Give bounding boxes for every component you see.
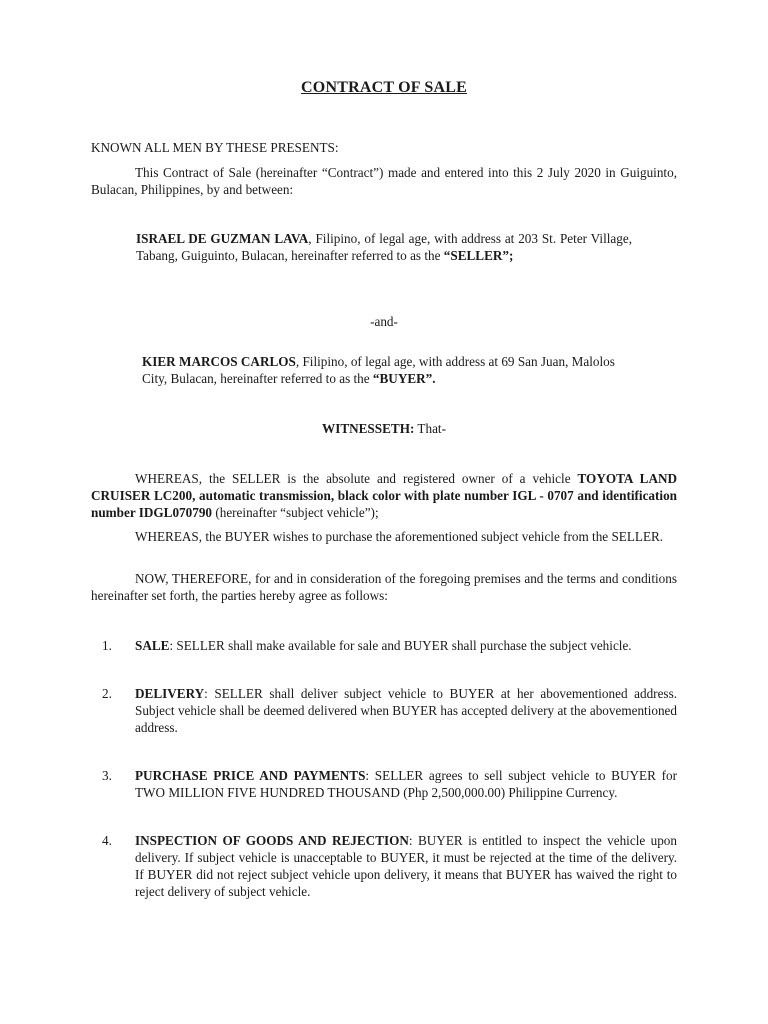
witnesseth-rest: That- (414, 421, 446, 436)
item-heading: INSPECTION OF GOODS AND REJECTION (135, 833, 409, 848)
item-text: : BUYER is entitled to inspect the vehicle upon delivery. If subject vehicle is unacceptable to BUYER, it must be rejected at the time of the delivery. If BUYER did not reject subject vehicle upon delivery, it means that BUYER has waived the right to reject delivery of subject vehicle. (135, 833, 677, 899)
witnesseth-line (0, 420, 768, 437)
buyer-name: KIER MARCOS CARLOS (142, 354, 296, 369)
item-number: 3. (102, 768, 112, 783)
item-purchase-price (135, 767, 677, 801)
and-separator: -and- (370, 314, 398, 329)
document-title: CONTRACT OF SALE (301, 79, 467, 96)
item-heading: PURCHASE PRICE AND PAYMENTS (135, 768, 366, 783)
known-all-men: KNOWN ALL MEN BY THESE PRESENTS: (91, 140, 339, 155)
item-heading: SALE (135, 638, 170, 653)
seller-role: “SELLER”; (443, 248, 514, 263)
item-text: : SELLER shall make available for sale and BUYER shall purchase the subject vehicle. (169, 638, 632, 653)
item-number: 4. (102, 833, 112, 848)
item-number: 2. (102, 686, 112, 701)
vehicle-description: TOYOTA LAND CRUISER LC200, automatic transmission, black color with plate number IGL - 0707 and identification number IDGL070790 (91, 471, 678, 520)
item-text: : SELLER agrees to sell subject vehicle to BUYER for TWO MILLION FIVE HUNDRED THOUSAND (Php 2,500,000.00) Philippine Currency. (135, 768, 677, 800)
item-heading: DELIVERY (135, 686, 205, 701)
seller-description: , Filipino, of legal age, with address at 203 St. Peter Village, Tabang, Guiguinto, Bulacan, hereinafter referred to as the (136, 231, 633, 263)
buyer-paragraph (142, 353, 642, 387)
whereas-owner-lead: WHEREAS, the SELLER is the absolute and registered owner of a vehicle (135, 471, 578, 486)
witnesseth-label: WITNESSETH: (322, 421, 415, 436)
seller-paragraph (136, 230, 632, 264)
whereas-owner-tail: (hereinafter “subject vehicle”); (212, 505, 379, 520)
item-delivery (135, 685, 677, 736)
item-text: : SELLER shall deliver subject vehicle to BUYER at her abovementioned address. Subject vehicle shall be deemed delivered when BUYER has accepted delivery at the abovementioned address. (135, 686, 677, 735)
buyer-description: , Filipino, of legal age, with address at 69 San Juan, Malolos City, Bulacan, hereinafter referred to as the (142, 354, 615, 386)
buyer-role: “BUYER”. (372, 371, 436, 386)
now-therefore-paragraph: NOW, THEREFORE, for and in consideration of the foregoing premises and the terms and conditions hereinafter set forth, the parties hereby agree as follows: (91, 571, 677, 603)
whereas-owner-paragraph (91, 470, 677, 521)
intro-paragraph: This Contract of Sale (hereinafter “Contract”) made and entered into this 2 July 2020 in Guiguinto, Bulacan, Philippines, by and between: (91, 165, 677, 197)
whereas-buyer-paragraph: WHEREAS, the BUYER wishes to purchase the aforementioned subject vehicle from the SELLER. (135, 529, 664, 544)
item-inspection (135, 832, 677, 900)
item-number: 1. (102, 638, 112, 653)
seller-name: ISRAEL DE GUZMAN LAVA (136, 231, 309, 246)
item-sale (135, 637, 677, 654)
